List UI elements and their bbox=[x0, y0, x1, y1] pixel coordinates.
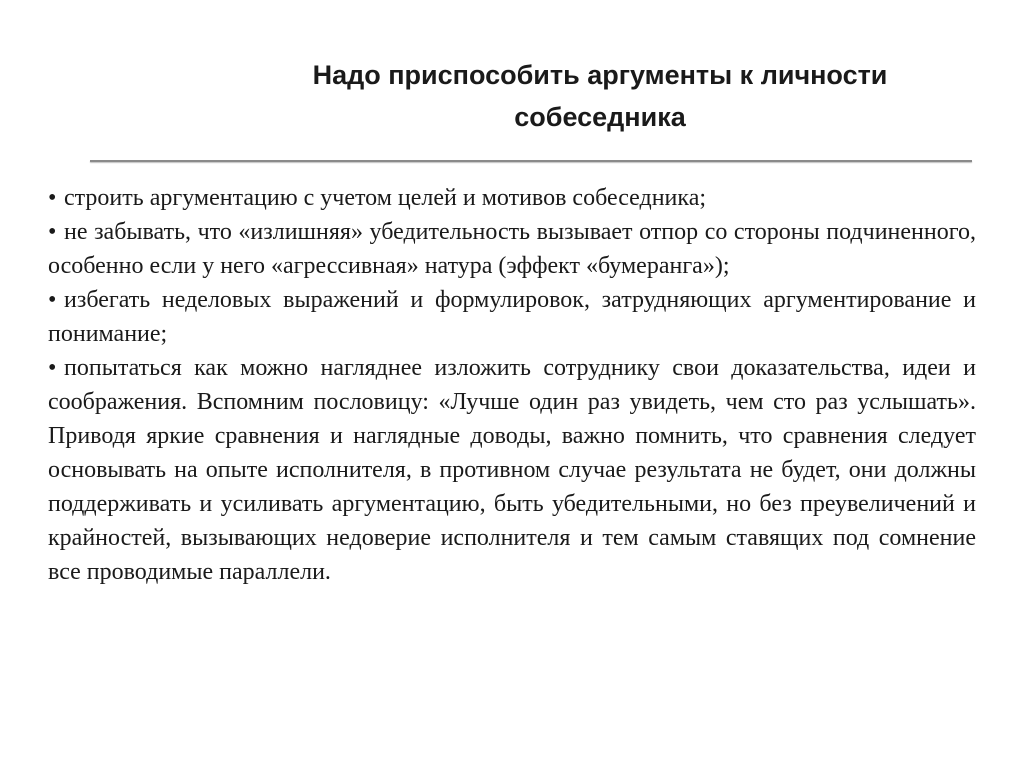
bullet-marker: • bbox=[48, 287, 57, 313]
slide-title-line-2: собеседника bbox=[514, 102, 686, 132]
bullet-text: строить аргументацию с учетом целей и мотивов собеседника; bbox=[64, 185, 707, 211]
slide-title-line-1: Надо приспособить аргументы к личности bbox=[312, 60, 888, 90]
bullet-marker: • bbox=[48, 355, 57, 381]
bullet-item bbox=[48, 181, 976, 215]
bullet-item bbox=[48, 283, 976, 351]
bullet-text: избегать неделовых выражений и формулировок, затрудняющих аргументирование и понимание; bbox=[48, 287, 976, 347]
bullet-text: не забывать, что «излишняя» убедительность вызывает отпор со стороны подчиненного, особенно если у него «агрессивная» натура (эффект «бумеранга»); bbox=[48, 219, 976, 279]
slide-title bbox=[270, 54, 930, 138]
bullet-item bbox=[48, 215, 976, 283]
bullet-marker: • bbox=[48, 219, 57, 245]
bullet-list bbox=[48, 181, 976, 589]
title-divider bbox=[90, 160, 972, 162]
bullet-text: попытаться как можно нагляднее изложить сотруднику свои доказательства, идеи и соображения. Вспомним пословицу: «Лучше один раз увидеть, чем сто раз услышать». Приводя яркие сравнения и наглядные доводы, важно помнить, что сравнения следует основывать на опыте исполнителя, в противном случае результата не будет, они должны поддерживать и усиливать аргументацию, быть убедительными, но без преувеличений и крайностей, вызывающих недоверие исполнителя и тем самым ставящих под сомнение все проводимые параллели. bbox=[48, 355, 976, 585]
bullet-marker: • bbox=[48, 185, 57, 211]
bullet-item bbox=[48, 351, 976, 589]
